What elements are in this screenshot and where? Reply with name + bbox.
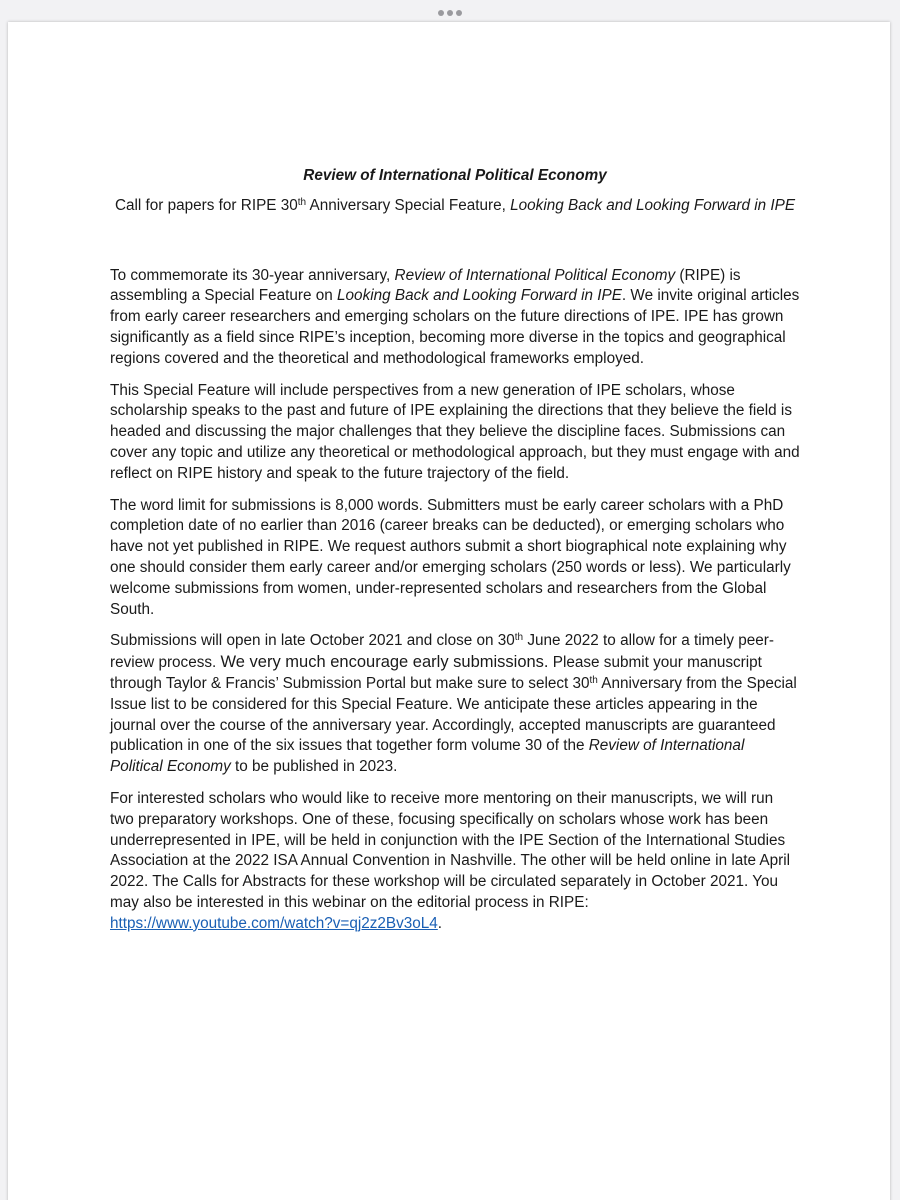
paragraph-scope: This Special Feature will include perspectives from a new generation of IPE scholars, whose scholarship speaks to the past and future of IPE explaining the directions that they believe the field is headed and discussing the major challenges that they believe the discipline faces. Submissions can cover any topic and utilize any theoretical or methodological approach, but they must engage with and reflect on RIPE history and speak to the future trajectory of the field.: [110, 381, 800, 482]
call-for-papers-heading: Call for papers for RIPE 30th Anniversary Special Feature, Looking Back and Looking Forward in IPE: [114, 196, 796, 214]
paragraph-submissions: Submissions will open in late October 2021 and close on 30th June 2022 to allow for a timely peer-review process. We very much encourage early submissions. Please submit your manuscript through Taylor & Francis’ Submission Portal but make sure to select 30th Anniversary from the Special Issue list to be considered for this Special Feature. We anticipate these articles appearing in the journal over the course of the anniversary year. Accordingly, accepted manuscripts are guaranteed publication in one of the six issues that together form volume 30 of the Review of International Political Economy to be published in 2023.: [110, 632, 797, 776]
paragraph-workshops: For interested scholars who would like to receive more mentoring on their manuscripts, we will run two preparatory workshops. One of these, focusing specifically on scholars whose work has been underrepresented in IPE, will be held in conjunction with the IPE Section of the International Studies Association at the 2022 ISA Annual Convention in Nashville. The other will be held online in late April 2022. The Calls for Abstracts for these workshop will be circulated separately in October 2021. You may also be interested in this webinar on the editorial process in RIPE: https://www.youtube.com/watch?v=qj2z2Bv3oL4.: [110, 789, 791, 932]
paragraph-eligibility: The word limit for submissions is 8,000 words. Submitters must be early career scholars with a PhD completion date of no earlier than 2016 (career breaks can be deducted), or emerging scholars who have not yet published in RIPE. We request authors submit a short biographical note explaining why one should consider them early career and/or emerging scholars (250 words or less). We particularly welcome submissions from women, under-represented scholars and researchers from the Global South.: [110, 496, 791, 618]
journal-title: Review of International Political Economy: [303, 167, 607, 184]
paragraph-intro: To commemorate its 30-year anniversary, Review of International Political Economy (RIPE) is assembling a Special Feature on Looking Back and Looking Forward in IPE. We invite original articles from early career researchers and emerging scholars on the future directions of IPE. IPE has grown significantly as a field since RIPE’s inception, becoming more diverse in the topics and geographical regions covered and the theoretical and methodological frameworks employed.: [110, 266, 800, 367]
dot: [447, 10, 453, 16]
dot: [438, 10, 444, 16]
webinar-link[interactable]: https://www.youtube.com/watch?v=qj2z2Bv3oL4: [110, 914, 438, 932]
dot: [456, 10, 462, 16]
document-content: [110, 166, 800, 946]
more-dots-icon[interactable]: [0, 10, 900, 18]
document-page: [8, 22, 890, 1200]
